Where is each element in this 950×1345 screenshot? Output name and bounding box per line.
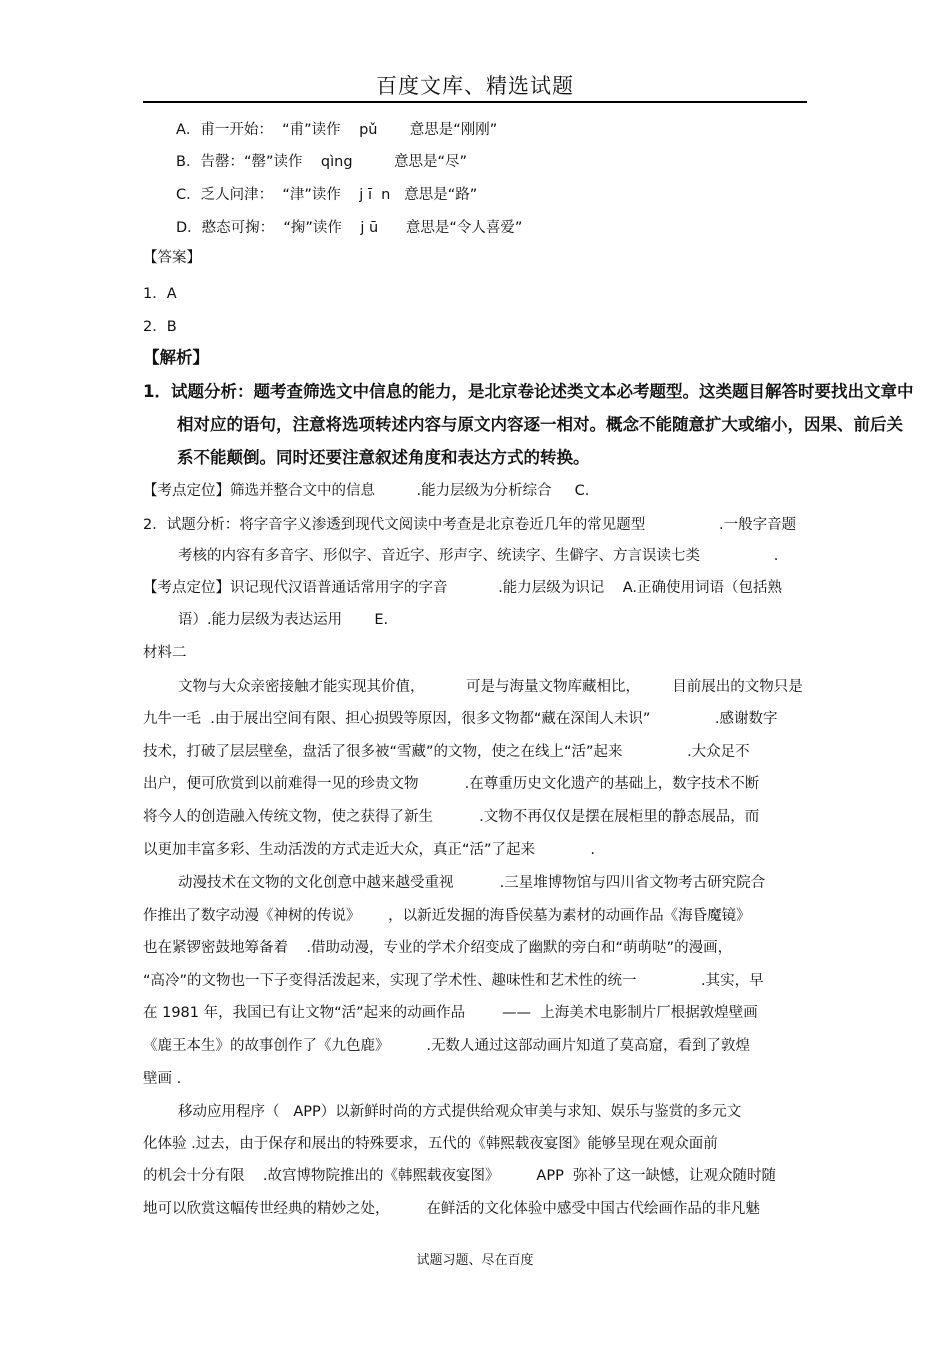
material-p2-line-4: “高冷”的文物也一下子变得活泼起来，实现了学术性、趣味性和艺术性的统一 .其实，早 xyxy=(143,973,764,989)
material-p1-line-5: 将今人的创造融入传统文物，使之获得了新生 .文物不再仅仅是摆在展柜里的静态展品，而 xyxy=(143,809,760,825)
analysis-heading: 【解析】 xyxy=(143,348,209,367)
answer-item-1: 1．A xyxy=(143,286,177,302)
material-p2-line-3: 也在紧锣密鼓地筹备着 .借助动漫，专业的学术介绍变成了幽默的旁白和“萌萌哒”的漫画， xyxy=(143,940,733,956)
analysis-q2-line-1: 2．试题分析：将字音字义渗透到现代文阅读中考查是北京卷近几年的常见题型 .一般字音题 xyxy=(143,517,797,533)
page-title: 百度文库、精选试题 xyxy=(376,74,574,98)
analysis-q2-locate-2: 语）.能力层级为表达运用 E. xyxy=(178,612,389,628)
material-p2-line-2: 作推出了数字动漫《神树的传说》 ，以新近发掘的海昏侯墓为素材的动画作品《海昏魔镜》 xyxy=(143,908,751,924)
material-p1-line-2: 九牛一毛 .由于展出空间有限、担心损毁等原因，很多文物都“藏在深闺人未识” .感谢数字 xyxy=(143,711,778,727)
material-p1-line-4: 出户，便可欣赏到以前难得一见的珍贵文物 .在尊重历史文化遗产的基础上，数字技术不断 xyxy=(143,776,760,792)
page-footer: 试题习题、尽在百度 xyxy=(416,1253,534,1268)
material-p1-line-1: 文物与大众亲密接触才能实现其价值， 可是与海量文物库藏相比， 目前展出的文物只是 xyxy=(178,679,803,695)
option-b: B．告罄：“罄”读作 qìng 意思是“尽” xyxy=(176,154,468,170)
material-p3-line-1: 移动应用程序（ APP）以新鲜时尚的方式提供给观众审美与求知、娱乐与鉴赏的多元文 xyxy=(178,1104,742,1120)
answer-heading: 【答案】 xyxy=(143,250,201,266)
analysis-q1-locate: 【考点定位】筛选并整合文中的信息 .能力层级为分析综合 C. xyxy=(143,483,590,499)
material-p3-line-4: 地可以欣赏这幅传世经典的精妙之处， 在鲜活的文化体验中感受中国古代绘画作品的非凡魅 xyxy=(143,1201,760,1217)
option-c: C．乏人问津： “津”读作 j ī n 意思是“路” xyxy=(176,187,478,203)
material-p2-line-5: 在 1981 年，我国已有让文物“活”起来的动画作品 —— 上海美术电影制片厂根据敦煌壁画 xyxy=(143,1005,758,1021)
material-p2-line-6: 《鹿王本生》的故事创作了《九色鹿》 .无数人通过这部动画片知道了莫高窟，看到了敦煌 xyxy=(143,1038,750,1054)
material-p3-line-3: 的机会十分有限 .故宫博物院推出的《韩熙载夜宴图》 APP 弥补了这一缺憾，让观众随时随 xyxy=(143,1168,777,1184)
analysis-q1-line-1: 1．试题分析：题考查筛选文中信息的能力，是北京卷论述类文本必考题型。这类题目解答时要找出文章中 xyxy=(143,382,914,401)
material-p1-line-6: 以更加丰富多彩、生动活泼的方式走近大众，真正“活”了起来 . xyxy=(143,842,595,858)
header-divider xyxy=(143,101,807,103)
option-a: A．甫一开始： “甫”读作 pǔ 意思是“刚刚” xyxy=(176,122,498,138)
material-title: 材料二 xyxy=(143,645,187,661)
analysis-q2-line-2: 考核的内容有多音字、形似字、音近字、形声字、统读字、生僻字、方言误读七类 . xyxy=(178,548,779,564)
material-p3-line-2: 化体验 .过去，由于保存和展出的特殊要求，五代的《韩熙载夜宴图》能够呈现在观众面前 xyxy=(143,1136,718,1152)
analysis-q1-line-2: 相对应的语句，注意将选项转述内容与原文内容逐一相对。概念不能随意扩大或缩小，因果、前后关 xyxy=(177,415,903,434)
option-d: D．憨态可掬： “掬”读作 j ū 意思是“令人喜爱” xyxy=(176,220,523,236)
material-p1-line-3: 技术，打破了层层壁垒，盘活了很多被“雪藏”的文物，使之在线上“活”起来 .大众足不 xyxy=(143,744,750,760)
material-p2-line-1: 动漫技术在文物的文化创意中越来越受重视 .三星堆博物馆与四川省文物考古研究院合 xyxy=(178,875,766,891)
analysis-q2-locate-1: 【考点定位】识记现代汉语普通话常用字的字音 .能力层级为识记 A.正确使用词语（包括熟 xyxy=(143,580,783,596)
material-p2-line-7: 壁画 . xyxy=(143,1071,182,1087)
answer-item-2: 2．B xyxy=(143,319,177,335)
analysis-q1-line-3: 系不能颠倒。同时还要注意叙述角度和表达方式的转换。 xyxy=(177,448,590,467)
